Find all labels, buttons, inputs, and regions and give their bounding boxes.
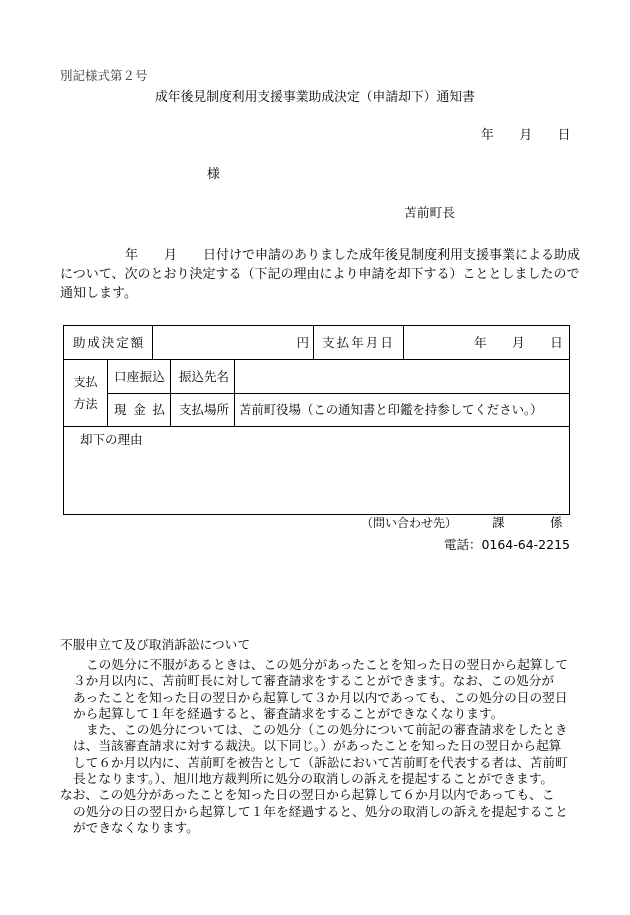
grant-amount-label: 助成決定額 [73, 334, 146, 350]
intro-line: 年 月 日付けで申請のありました成年後見制度利用支援事業による助成 [125, 248, 581, 263]
appeal-line: 長となります。）、旭川地方裁判所に処分の取消しの訴えを提起することができます。 [73, 771, 554, 787]
grant-amount-unit: 円 [296, 334, 309, 350]
rejection-reason-label: 却下の理由 [80, 432, 143, 447]
contact-section-suffix: 課 [492, 515, 505, 530]
grant-amount-value-cell [152, 325, 314, 360]
payment-date-value: 年 月 日 [474, 334, 563, 350]
appeal-line: して６か月以内に、苫前町を被告として（訴訟において苫前町を代表する者は、苫前町 [73, 754, 568, 770]
payment-place-value-cell [234, 393, 570, 427]
payment-date-label: 支払年月日 [322, 334, 396, 350]
addressee-suffix: 様 [207, 167, 220, 182]
rejection-reason-cell [63, 426, 570, 515]
payee-label: 振込先名 [179, 368, 230, 384]
payment-place-label: 支払場所 [179, 402, 230, 417]
issue-date: 年 月 日 [481, 128, 571, 143]
cash-payment-label: 現金払 [114, 402, 172, 417]
payee-label-cell [170, 359, 235, 394]
intro-line: について、次のとおり決定する（下記の理由により申請を却下する）こととしましたので [60, 267, 580, 282]
appeal-line: なお、この処分があったことを知った日の翌日から起算して６か月以内であっても、こ [60, 787, 555, 803]
cash-payment-cell [107, 393, 171, 427]
document-title: 成年後見制度利用支援事業助成決定（申請却下）通知書 [155, 90, 475, 105]
appeal-heading: 不服申立て及び取消訴訟について [60, 637, 251, 652]
contact-label: （問い合わせ先） [361, 516, 458, 530]
payment-date-label-cell [313, 325, 404, 360]
appeal-line: ができなくなります。 [73, 819, 199, 835]
payment-date-value-cell [403, 325, 570, 360]
appeal-line: は、当該審査請求に対する裁決。以下同じ。）があったことを知った日の翌日から起算 [73, 738, 562, 754]
appeal-line: の処分の日の翌日から起算して１年を経過すると、処分の取消しの訴えを提起すること [73, 803, 568, 819]
payment-method-label-cell [63, 359, 108, 427]
contact-subsection-suffix: 係 [550, 515, 563, 530]
payment-method-label-line: 方法 [73, 397, 98, 411]
issuer: 苫前町長 [404, 206, 455, 221]
payment-place-label-cell [170, 393, 235, 427]
appeal-line: この処分に不服があるときは、この処分があったことを知った日の翌日から起算して [86, 657, 568, 672]
appeal-body [0, 657, 568, 836]
bank-transfer-label: 口座振込 [114, 368, 166, 384]
intro-line: 通知します。 [60, 286, 137, 301]
appeal-line: あったことを知った日の翌日から起算して３か月以内であっても、この処分の日の翌日 [73, 689, 568, 705]
payee-value-cell [234, 359, 570, 394]
payment-place-value: 苫前町役場（この通知書と印鑑を持参してください。） [239, 402, 543, 417]
intro-paragraph [60, 246, 580, 303]
contact-phone: 電話：0164-64-2215 [443, 537, 570, 552]
appeal-line: から起算して１年を経過すると、審査請求をすることができなくなります。 [73, 705, 504, 721]
bank-transfer-cell [107, 359, 171, 394]
appeal-line: また、この処分については、この処分（この処分について前記の審査請求をしたとき [86, 722, 568, 738]
form-number: 別記様式第２号 [60, 68, 148, 83]
payment-method-label-line: 支払 [73, 375, 98, 389]
grant-amount-label-cell [63, 325, 153, 360]
appeal-line: ３か月以内に、苫前町長に対して審査請求をすることができます。なお、この処分が [73, 673, 555, 689]
